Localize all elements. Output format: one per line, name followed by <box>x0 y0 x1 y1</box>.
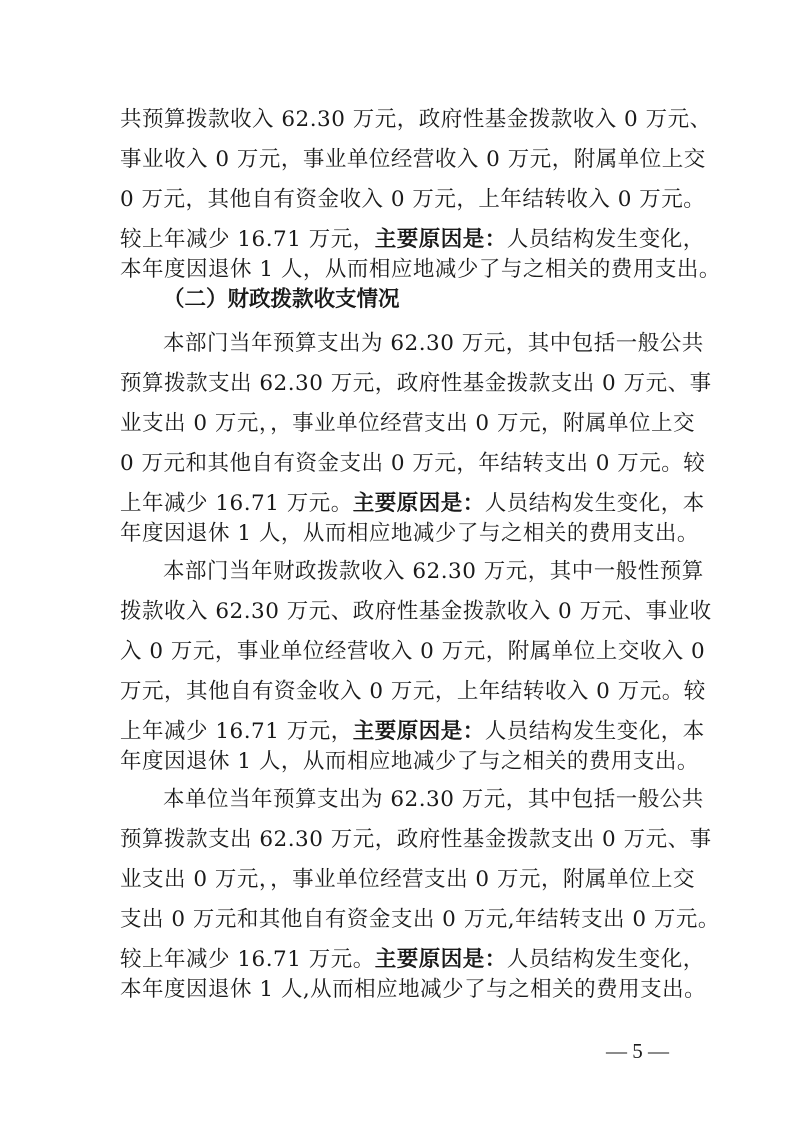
para2-line1: 本部门当年预算支出为 62.30 万元，其中包括一般公共 <box>163 331 704 356</box>
para3-line5-text-a: 上年减少 16.71 万元， <box>120 719 353 744</box>
para3-line6: 年度因退休 1 人，从而相应地减少了与之相关的费用支出。 <box>120 749 699 774</box>
para4-line4: 支出 0 万元和其他自有资金支出 0 万元,年结转支出 0 万元。 <box>120 907 720 932</box>
para2-line2: 预算拨款支出 62.30 万元，政府性基金拨款支出 0 万元、事 <box>120 371 712 396</box>
para3-line1: 本部门当年财政拨款收入 62.30 万元，其中一般性预算 <box>163 559 704 584</box>
para1-reason-label: 主要原因是： <box>374 227 507 252</box>
para4-line5-text-a: 较上年减少 16.71 万元。 <box>120 947 375 972</box>
para1-line5: 本年度因退休 1 人，从而相应地减少了与之相关的费用支出。 <box>120 257 721 282</box>
para2-line5-text-a: 上年减少 16.71 万元。 <box>120 491 353 516</box>
section-heading: （二）财政拨款收支情况 <box>163 287 400 312</box>
para2-line5 <box>120 490 705 518</box>
para2-reason-label: 主要原因是： <box>352 491 485 516</box>
para4-line6: 本年度因退休 1 人,从而相应地减少了与之相关的费用支出。 <box>120 977 707 1002</box>
para1-line1: 共预算拨款收入 62.30 万元，政府性基金拨款收入 0 万元、 <box>120 107 712 132</box>
para1-line4-text-a: 较上年减少 16.71 万元， <box>120 227 375 252</box>
para2-line3: 业支出 0 万元，，事业单位经营支出 0 万元，附属单位上交 <box>120 411 695 436</box>
para4-line3: 业支出 0 万元，，事业单位经营支出 0 万元，附属单位上交 <box>120 867 695 892</box>
para1-line4 <box>120 226 705 254</box>
para3-line5 <box>120 718 705 746</box>
para3-line5-text-c: 人员结构发生变化，本 <box>484 719 705 744</box>
page-number: — 5 — <box>606 1039 669 1063</box>
para2-line4: 0 万元和其他自有资金支出 0 万元，年结转支出 0 万元。较 <box>120 451 706 476</box>
para4-reason-label: 主要原因是： <box>374 947 507 972</box>
para1-line3: 0 万元，其他自有资金收入 0 万元，上年结转收入 0 万元。 <box>120 187 706 212</box>
para2-line5-text-c: 人员结构发生变化，本 <box>484 491 705 516</box>
para4-line2: 预算拨款支出 62.30 万元，政府性基金拨款支出 0 万元、事 <box>120 827 712 852</box>
para4-line1: 本单位当年预算支出为 62.30 万元，其中包括一般公共 <box>163 787 704 812</box>
para3-line2: 拨款收入 62.30 万元、政府性基金拨款收入 0 万元、事业收 <box>120 599 712 624</box>
para1-line4-text-c: 人员结构发生变化， <box>506 227 705 252</box>
para3-reason-label: 主要原因是： <box>352 719 485 744</box>
para1-line2: 事业收入 0 万元，事业单位经营收入 0 万元，附属单位上交 <box>120 147 706 172</box>
para4-line5-text-c: 人员结构发生变化， <box>506 947 705 972</box>
para2-line6: 年度因退休 1 人，从而相应地减少了与之相关的费用支出。 <box>120 521 699 546</box>
para3-line4: 万元，其他自有资金收入 0 万元，上年结转收入 0 万元。较 <box>120 679 706 704</box>
para4-line5 <box>120 946 705 974</box>
para3-line3: 入 0 万元，事业单位经营收入 0 万元，附属单位上交收入 0 <box>120 639 706 664</box>
